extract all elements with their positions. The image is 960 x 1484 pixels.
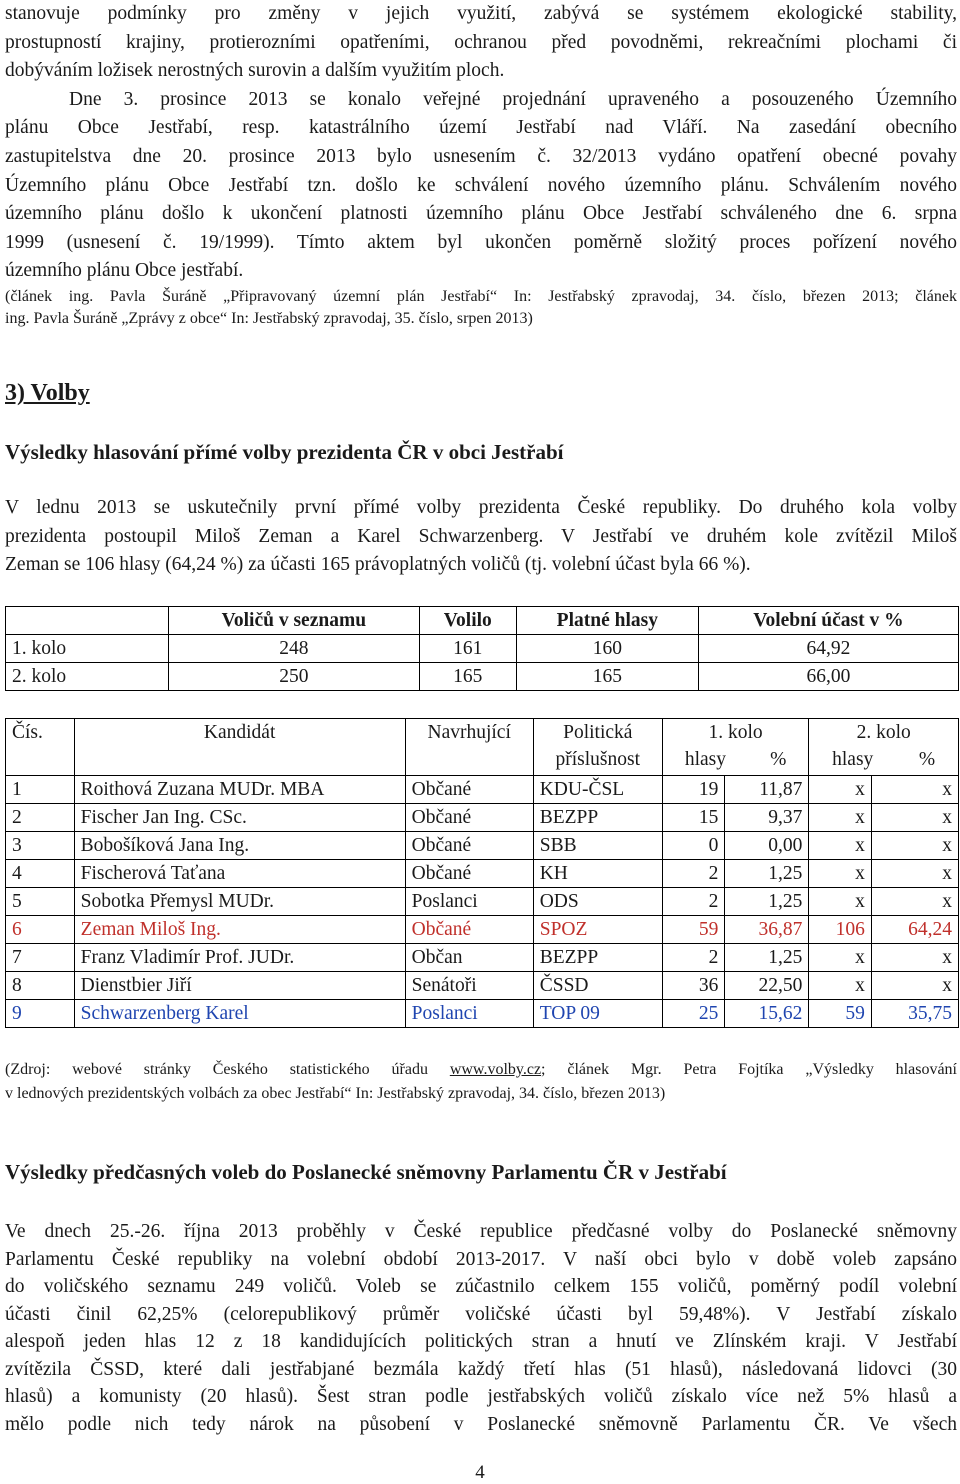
table-cell: 6	[6, 916, 75, 944]
paragraph-line: Parlamentu České republiky na volební období 2013-2017. V naší obci bylo v době voleb zapsáno	[5, 1248, 957, 1270]
paragraph-line: zvítězila ČSSD, které dali jestřabjané bezmála každý třetí hlas (51 hlasů), následovaná lidovci (30	[5, 1358, 957, 1380]
table-cell: x	[871, 776, 958, 804]
table-cell: x	[871, 832, 958, 860]
table-cell: 2	[662, 944, 725, 972]
table-cell: 36,87	[725, 916, 809, 944]
header-line: Politická	[563, 722, 633, 743]
candidates-table	[5, 718, 959, 1028]
section-heading: 3) Volby	[5, 380, 90, 406]
table-cell: ČSSD	[533, 972, 662, 1000]
intro-line: stanovuje podmínky pro změny v jejich využití, zabývá se systémem ekologické stability,	[5, 3, 957, 24]
intro-line: Dne 3. prosince 2013 se konalo veřejné projednání upraveného a posouzeného Územního	[69, 88, 957, 110]
candidates-body	[6, 776, 959, 1028]
table-cell: 160	[516, 635, 698, 663]
paragraph-line: účasti činil 62,25% (celorepublikový průměr voličské účasti byl 59,48%). V Jestřabí získalo	[5, 1303, 957, 1325]
table-cell: Občané	[405, 776, 533, 804]
intro-line: Územního plánu Obce Jestřabí tzn. došlo ke schválení nového územního plánu. Schválením nového	[5, 174, 957, 196]
paragraph-line: alespoň jeden hlas 12 z 18 kandidujících politických stran a hnutí ve Zlínském kraji. V Jestřabí	[5, 1331, 957, 1352]
intro-paragraph	[5, 0, 957, 330]
table-cell: 0,00	[725, 832, 809, 860]
source-text: (Zdroj: webové stránky Českého statistického úřadu	[5, 1061, 450, 1078]
source-line	[5, 1058, 957, 1082]
table-cell: 4	[6, 860, 75, 888]
turnout-table	[5, 606, 959, 691]
table-cell: 64,92	[698, 635, 958, 663]
table-cell: 9,37	[725, 804, 809, 832]
table-cell: 248	[169, 635, 420, 663]
intro-line: územního plánu Obce jestřabí.	[5, 260, 244, 282]
table-cell: x	[871, 972, 958, 1000]
paragraph-line: hlasů) a komunisty (20 hlasů). Šest stran podle jestřabských voličů získalo více než 5% hlasů a	[5, 1386, 957, 1407]
table-cell: 19	[662, 776, 725, 804]
table-cell: x	[809, 972, 872, 1000]
subheading-president-election: Výsledky hlasování přímé volby prezidenta ČR v obci Jestřabí	[5, 440, 564, 464]
table-cell: 66,00	[698, 663, 958, 691]
intro-line: prostupností krajiny, protierozními opatřeními, ochranou před povodněmi, rekreačními plochami či	[5, 31, 957, 53]
table-header-cell: Voličů v seznamu	[169, 607, 420, 635]
table-row	[6, 916, 959, 944]
table-cell: 25	[662, 1000, 725, 1028]
table-cell: 165	[419, 663, 516, 691]
table-cell: KH	[533, 860, 662, 888]
table-cell: x	[809, 888, 872, 916]
table-header-cell: Platné hlasy	[516, 607, 698, 635]
table-cell: x	[809, 804, 872, 832]
table-header-cell: Volební účast v %	[698, 607, 958, 635]
header-line: 2. kolo	[856, 722, 911, 743]
table-cell: 250	[169, 663, 420, 691]
page-number: 4	[475, 1462, 485, 1483]
table-cell: 15	[662, 804, 725, 832]
table-cell: Občané	[405, 832, 533, 860]
table-row	[6, 663, 959, 691]
table-cell: 5	[6, 888, 75, 916]
table-cell: 15,62	[725, 1000, 809, 1028]
table-cell: 64,24	[871, 916, 958, 944]
table-cell: Franz Vladimír Prof. JUDr.	[74, 944, 405, 972]
source-citation-2	[5, 1058, 957, 1106]
table-row	[6, 888, 959, 916]
header-line: hlasy	[832, 749, 874, 770]
parliament-paragraph	[5, 1218, 957, 1438]
table-cell: 1. kolo	[6, 635, 169, 663]
paragraph-line: do voličského seznamu 249 voličů. Voleb se zúčastnilo celkem 155 voličů, poměrný podíl volební	[5, 1276, 957, 1297]
header-line: hlasy	[684, 749, 727, 770]
intro-line: plánu Obce Jestřabí, resp. katastrálního území Jestřabí nad Vláří. Na zasedání obecního	[5, 117, 957, 139]
intro-line: územního plánu došlo k ukončení platnosti územního plánu Obce Jestřabí schváleného dne 6. srpna	[5, 203, 957, 225]
table-cell: 161	[419, 635, 516, 663]
table-cell: x	[809, 776, 872, 804]
table-cell: Senátoři	[405, 972, 533, 1000]
table-header-cell: Kandidát	[74, 719, 405, 776]
table-cell: 7	[6, 944, 75, 972]
table-cell: BEZPP	[533, 944, 662, 972]
table-cell: 35,75	[871, 1000, 958, 1028]
table-cell: 2	[6, 804, 75, 832]
header-line: %	[918, 749, 936, 770]
table-cell: KDU-ČSL	[533, 776, 662, 804]
table-cell: 2. kolo	[6, 663, 169, 691]
table-header-row	[6, 607, 959, 635]
table-header-cell	[533, 719, 662, 776]
table-cell: x	[871, 888, 958, 916]
table-cell: SPOZ	[533, 916, 662, 944]
table-cell: 1,25	[725, 888, 809, 916]
table-cell: 1	[6, 776, 75, 804]
subheading-parliament-election: Výsledky předčasných voleb do Poslanecké sněmovny Parlamentu ČR v Jestřabí	[5, 1160, 727, 1184]
table-cell: Roithová Zuzana MUDr. MBA	[74, 776, 405, 804]
table-header-cell	[809, 719, 959, 776]
table-cell: Občané	[405, 860, 533, 888]
source-citation: (článek ing. Pavla Šuráně „Připravovaný územní plán Jestřabí“ In: Jestřabský zpravodaj, 34. číslo, březen 2013; článek	[5, 287, 957, 305]
table-row	[6, 972, 959, 1000]
table-cell: Zeman Miloš Ing.	[74, 916, 405, 944]
president-paragraph	[5, 494, 957, 580]
intro-line: zastupitelstva dne 20. prosince 2013 bylo usnesením č. 32/2013 vydáno opatření obecné povahy	[5, 145, 957, 167]
source-line: v lednových prezidentských volbách za obec Jestřabí“ In: Jestřabský zpravodaj, 34. číslo, březen 2013)	[5, 1085, 666, 1102]
table-row	[6, 635, 959, 663]
intro-line: 1999 (usnesení č. 19/1999). Tímto aktem byl ukončen poměrně složitý proces pořízení nového	[5, 231, 957, 253]
table-cell: 3	[6, 832, 75, 860]
table-cell: 2	[662, 860, 725, 888]
table-cell: Občané	[405, 916, 533, 944]
paragraph-line: Zeman se 106 hlasy (64,24 %) za účasti 165 právoplatných voličů (tj. volební účast byla 66 %).	[5, 554, 751, 576]
table-cell: Fischerová Taťana	[74, 860, 405, 888]
table-header-cell: Navrhující	[405, 719, 533, 776]
source-text: ; článek Mgr. Petra Fojtíka „Výsledky hlasování	[541, 1061, 957, 1078]
table-cell: Poslanci	[405, 888, 533, 916]
header-line: 1. kolo	[708, 722, 763, 743]
table-header-cell	[6, 607, 169, 635]
table-cell: 8	[6, 972, 75, 1000]
table-cell: x	[871, 860, 958, 888]
table-cell: 1,25	[725, 944, 809, 972]
table-cell: 59	[662, 916, 725, 944]
table-cell: ODS	[533, 888, 662, 916]
paragraph-line: Ve dnech 25.-26. října 2013 proběhly v České republice předčasné volby do Poslanecké sněmovny	[5, 1221, 957, 1242]
volby-link[interactable]: www.volby.cz	[449, 1061, 542, 1078]
table-cell: Poslanci	[405, 1000, 533, 1028]
table-row	[6, 776, 959, 804]
table-cell: Dienstbier Jiří	[74, 972, 405, 1000]
table-header-row	[6, 719, 959, 776]
table-cell: 36	[662, 972, 725, 1000]
table-cell: 2	[662, 888, 725, 916]
table-cell: Občané	[405, 804, 533, 832]
table-cell: Sobotka Přemysl MUDr.	[74, 888, 405, 916]
header-line: příslušnost	[555, 749, 641, 770]
table-header-cell: Volilo	[419, 607, 516, 635]
table-row	[6, 804, 959, 832]
table-row	[6, 944, 959, 972]
table-cell: x	[809, 832, 872, 860]
table-cell: Občan	[405, 944, 533, 972]
table-cell: x	[809, 944, 872, 972]
table-header-cell	[662, 719, 809, 776]
table-cell: 106	[809, 916, 872, 944]
table-row	[6, 1000, 959, 1028]
table-cell: TOP 09	[533, 1000, 662, 1028]
table-header-cell: Čís.	[6, 719, 75, 776]
table-cell: 0	[662, 832, 725, 860]
table-cell: SBB	[533, 832, 662, 860]
table-row	[6, 860, 959, 888]
table-cell: 9	[6, 1000, 75, 1028]
paragraph-line: prezidenta postoupil Miloš Zeman a Karel Schwarzenberg. V Jestřabí ve druhém kole zvítězil Miloš	[5, 525, 957, 547]
source-citation: ing. Pavla Šuráně „Zprávy z obce“ In: Jestřabský zpravodaj, 35. číslo, srpen 2013)	[5, 309, 533, 327]
table-cell: 165	[516, 663, 698, 691]
intro-line: dobýváním ložisek nerostných surovin a dalším využitím ploch.	[5, 60, 505, 82]
paragraph-line: V lednu 2013 se uskutečnily první přímé volby prezidenta České republiky. Do druhého kola volby	[5, 497, 957, 518]
table-cell: BEZPP	[533, 804, 662, 832]
table-cell: 22,50	[725, 972, 809, 1000]
table-row	[6, 832, 959, 860]
table-cell: x	[809, 860, 872, 888]
header-line: %	[770, 749, 787, 770]
table-cell: Schwarzenberg Karel	[74, 1000, 405, 1028]
table-cell: 11,87	[725, 776, 809, 804]
table-cell: x	[871, 804, 958, 832]
paragraph-line: mělo podle nich tedy nárok na působení v Poslanecké sněmovně Parlamentu ČR. Ve všech	[5, 1413, 957, 1435]
table-cell: Bobošíková Jana Ing.	[74, 832, 405, 860]
table-cell: x	[871, 944, 958, 972]
table-cell: 59	[809, 1000, 872, 1028]
table-cell: 1,25	[725, 860, 809, 888]
table-cell: Fischer Jan Ing. CSc.	[74, 804, 405, 832]
